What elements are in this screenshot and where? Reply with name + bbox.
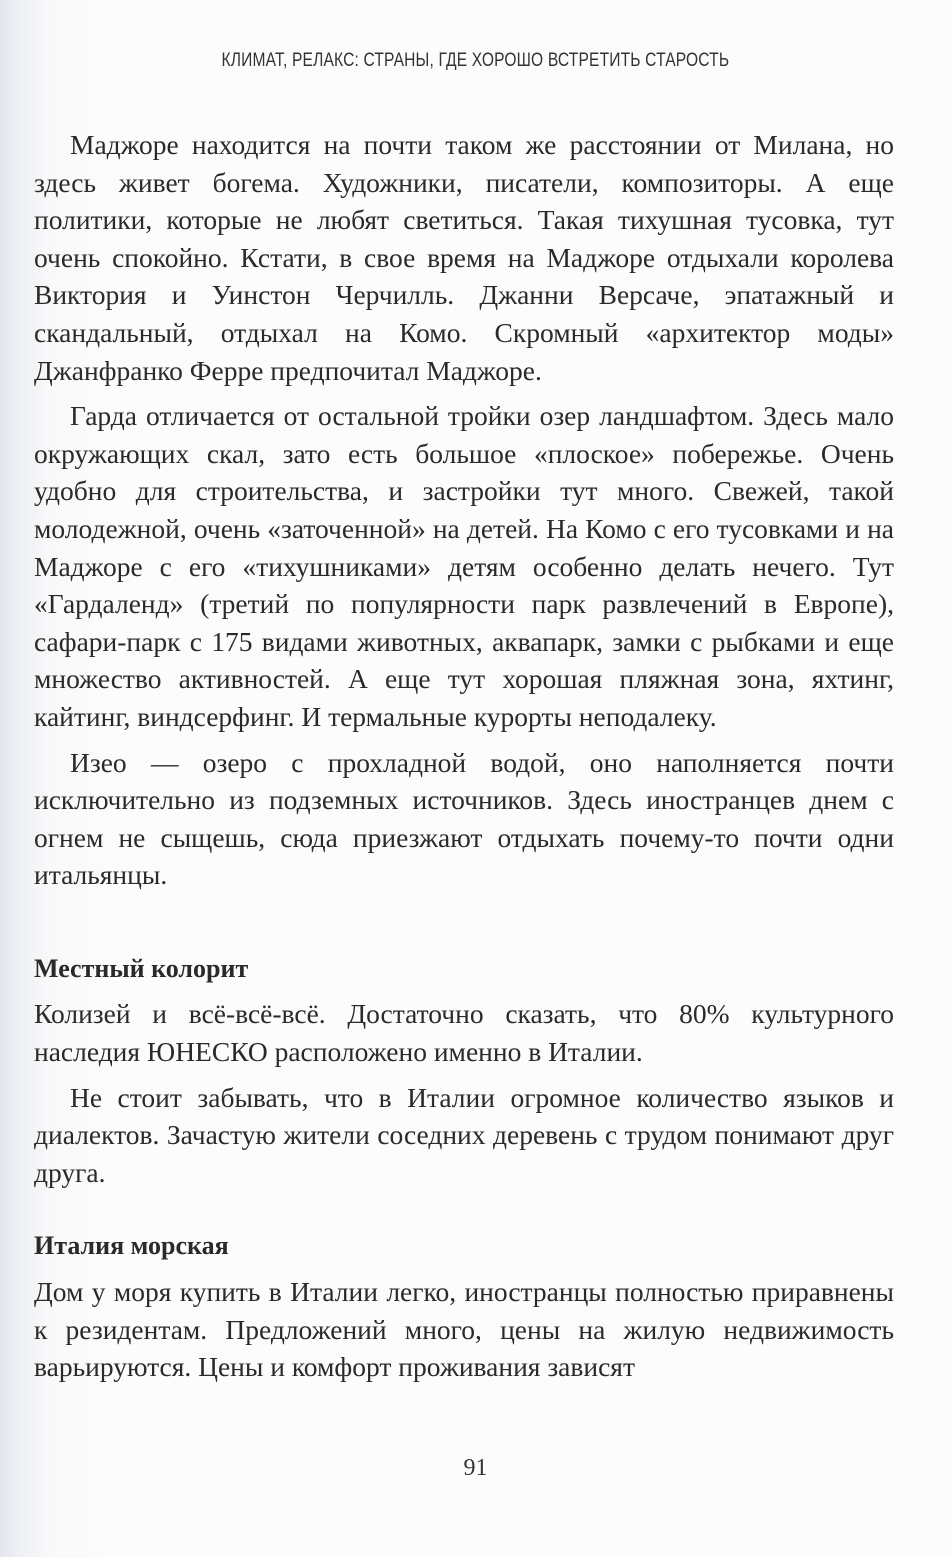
paragraph-iseo: Изео — озеро с прохладной водой, оно наполняется почти исключительно из подземных источников. Здесь иностранцев днем с огнем не сыщешь, сюда приезжают отдыхать почему-то почти одни итальянцы. — [34, 746, 894, 891]
paragraph-sea-house: Дом у моря купить в Италии легко, иностранцы полностью приравнены к резидентам. Предложений много, цены на жилую недвижимость варьируются. Цены и комфорт проживания зависят — [34, 1276, 894, 1383]
paragraph-garda: Гарда отличается от остальной тройки озер ландшафтом. Здесь мало окружающих скал, зато есть большое «плоское» побережье. Очень удобно для строительства, и застройки тут много. Свежей, такой молодежной, очень «заточенной» на детей. На Комо с его тусовками и на Маджоре с его «тихушниками» детям особенно делать нечего. Тут «Гардаленд» (третий по популярности парк развлечений в Европе), сафари-парк с 175 видами животных, аквапарк, замки с рыбками и еще множество активностей. А еще тут хорошая пляжная зона, яхтинг, кайтинг, виндсерфинг. И термальные курорты неподалеку. — [34, 400, 894, 732]
page-body — [34, 126, 894, 1386]
paragraph-dialects: Не стоит забывать, что в Италии огромное количество языков и диалектов. Зачастую жители соседних деревень с трудом понимают друг друга. — [34, 1081, 894, 1188]
page-number: 91 — [463, 1455, 488, 1481]
section-heading-italy-sea: Италия морская — [34, 1231, 229, 1261]
paragraph-maggiore: Маджоре находится на почти таком же расстоянии от Милана, но здесь живет богема. Художники, писатели, композиторы. А еще политики, которые не любят светиться. Такая тихушная тусовка, тут очень спокойно. Кстати, в свое время на Маджоре отдыхали королева Виктория и Уинстон Черчилль. Джанни Версаче, эпатажный и скандальный, отдыхал на Комо. Скромный «архитектор моды» Джанфранко Ферре предпочитал Маджоре. — [34, 129, 894, 386]
section-heading-local-color: Местный колорит — [34, 953, 249, 983]
paragraph-colosseum: Колизей и всё-всё-всё. Достаточно сказать, что 80% культурного наследия ЮНЕСКО расположено именно в Италии. — [34, 998, 894, 1068]
running-header: КЛИМАТ, РЕЛАКС: СТРАНЫ, ГДЕ ХОРОШО ВСТРЕТИТЬ СТАРОСТЬ — [221, 50, 730, 71]
